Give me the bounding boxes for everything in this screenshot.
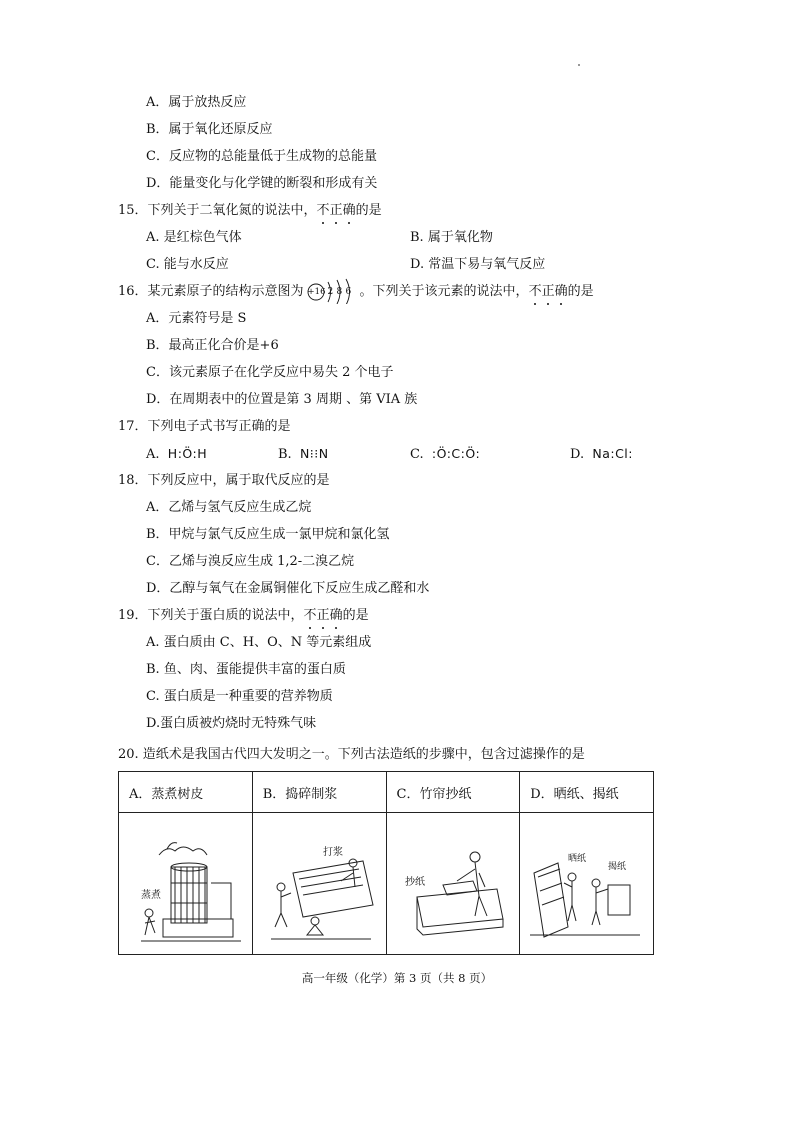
papermaking-steps-table xyxy=(118,771,654,955)
atom-nucleus: +16 xyxy=(307,287,326,297)
steaming-drawing xyxy=(119,813,252,954)
label-pulping: 打浆 xyxy=(322,847,343,858)
q18-option-c: C．乙烯与溴反应生成 1,2-二溴乙烷 xyxy=(146,554,355,569)
q20-stem: 20. 造纸术是我国古代四大发明之一。下列古法造纸的步骤中，包含过滤操作的是 xyxy=(118,747,585,762)
q16-option-c: C．该元素原子在化学反应中易失 2 个电子 xyxy=(146,365,394,380)
illustration-screening xyxy=(386,813,520,955)
q20-option-c: C．竹帘抄纸 xyxy=(386,772,520,813)
pulping-drawing xyxy=(253,813,386,954)
label-drying: 晒纸 xyxy=(568,854,587,864)
atom-shell-2: 8 xyxy=(336,287,343,297)
emphasis-char: 不 xyxy=(303,608,317,623)
page-speck xyxy=(578,64,580,66)
q20-option-a: A．蒸煮树皮 xyxy=(119,772,253,813)
q15-stem: 15．下列关于二氧化氮的说法中，不正确的是 xyxy=(118,203,382,218)
emphasis-char: 确 xyxy=(342,203,356,218)
lewis-formula-c: :Ö:C:Ö: xyxy=(431,446,481,461)
q15-option-c: C. 能与水反应 xyxy=(146,257,229,272)
q18-stem: 18．下列反应中，属于取代反应的是 xyxy=(118,473,330,488)
label-steaming: 蒸煮 xyxy=(141,890,161,901)
illustration-steaming xyxy=(119,813,253,955)
screening-drawing xyxy=(387,813,526,954)
table-header-row xyxy=(119,772,654,813)
emphasis-char: 正 xyxy=(541,284,555,299)
drying-drawing xyxy=(520,813,651,954)
atom-structure-diagram xyxy=(306,283,358,301)
q19-option-d: D.蛋白质被灼烧时无特殊气味 xyxy=(146,716,317,731)
emphasis-char: 不 xyxy=(528,284,542,299)
q19-option-a: A. 蛋白质由 C、H、O、N 等元素组成 xyxy=(146,635,372,650)
q20-option-d: D．晒纸、揭纸 xyxy=(520,772,654,813)
q15-option-a: A. 是红棕色气体 xyxy=(146,230,242,245)
q17-option-d: D. Na:Cl: xyxy=(570,446,633,462)
emphasis-char: 不 xyxy=(316,203,330,218)
q18-option-a: A．乙烯与氢气反应生成乙烷 xyxy=(146,500,312,515)
q20-option-b: B．捣碎制浆 xyxy=(252,772,386,813)
q19-option-b: B. 鱼、肉、蛋能提供丰富的蛋白质 xyxy=(146,662,346,677)
q17-option-a: A. H:Ö:H xyxy=(146,446,208,462)
table-picture-row xyxy=(119,813,654,955)
q14-option-d: D．能量变化与化学键的断裂和形成有关 xyxy=(146,176,378,191)
label-screening: 抄纸 xyxy=(404,877,425,888)
lewis-formula-a: H:Ö:H xyxy=(167,446,208,461)
emphasis-char: 确 xyxy=(329,608,343,623)
q18-option-d: D．乙醇与氧气在金属铜催化下反应生成乙醛和水 xyxy=(146,581,430,596)
q14-option-c: C．反应物的总能量低于生成物的总能量 xyxy=(146,149,377,164)
q19-option-c: C. 蛋白质是一种重要的营养物质 xyxy=(146,689,333,704)
q16-option-d: D．在周期表中的位置是第 3 周期 、第 VIA 族 xyxy=(146,392,418,407)
lewis-formula-d: Na:Cl: xyxy=(592,446,633,461)
q16-option-b: B．最高正化合价是+6 xyxy=(146,338,279,353)
label-peeling: 揭纸 xyxy=(608,862,627,872)
q15-option-b: B. 属于氧化物 xyxy=(410,230,493,245)
atom-shell-3: 6 xyxy=(345,287,352,297)
q17-stem: 17．下列电子式书写正确的是 xyxy=(118,419,291,434)
emphasis-char: 正 xyxy=(329,203,343,218)
atom-shell-1: 2 xyxy=(327,287,334,297)
q14-option-a: A．属于放热反应 xyxy=(146,95,247,110)
q16-stem: 16．某元素原子的结构示意图为 +16 2 8 6 。下列关于该元素的说法中，不正确的是 xyxy=(118,283,594,301)
q16-option-a: A．元素符号是 S xyxy=(146,311,247,326)
lewis-formula-b: N⁝⁝N xyxy=(299,446,329,461)
q15-option-d: D. 常温下易与氧气反应 xyxy=(410,257,546,272)
page-footer: 高一年级（化学）第 3 页（共 8 页） xyxy=(301,971,493,985)
q17-option-c: C. :Ö:C:Ö: xyxy=(410,446,481,462)
q19-stem: 19．下列关于蛋白质的说法中，不正确的是 xyxy=(118,608,369,623)
emphasis-char: 确 xyxy=(554,284,568,299)
q14-option-b: B．属于氧化还原反应 xyxy=(146,122,273,137)
q18-option-b: B．甲烷与氯气反应生成一氯甲烷和氯化氢 xyxy=(146,527,390,542)
illustration-pulping xyxy=(252,813,386,955)
emphasis-char: 正 xyxy=(316,608,330,623)
q17-option-b: B. N⁝⁝N xyxy=(278,446,329,462)
illustration-drying xyxy=(520,813,654,955)
